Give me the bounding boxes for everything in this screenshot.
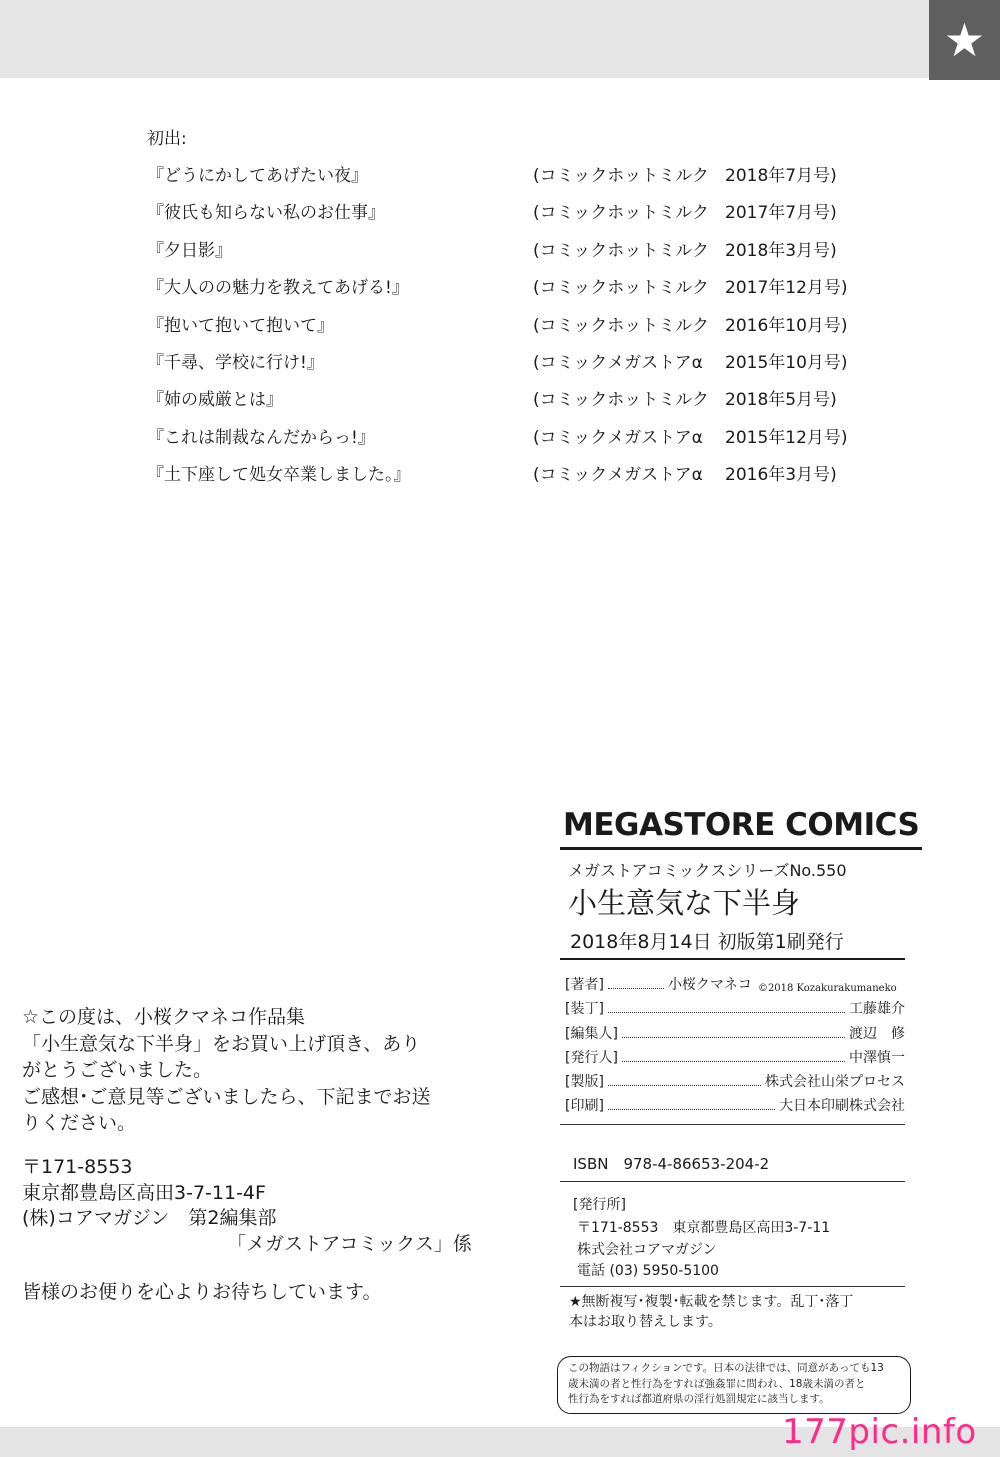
credit-label: [編集人]: [565, 1025, 618, 1042]
story-title: 『夕日影』: [147, 240, 232, 261]
magazine-name: (コミックホットミルク: [533, 278, 709, 299]
brand-logo: MEGASTORE COMICS: [563, 807, 920, 843]
magazine-name: (コミックメガストアα: [533, 465, 703, 486]
company-department: (株)コアマガジン 第2編集部: [22, 1207, 277, 1229]
notice-line: りください。: [22, 1112, 137, 1135]
list-item: [147, 423, 887, 460]
list-item: [147, 236, 887, 273]
story-title: 『抱いて抱いて抱いて』: [147, 315, 334, 336]
magazine-issue: 2015年12月号): [725, 427, 848, 448]
credit-name: 小桜クマネコ: [667, 977, 752, 994]
story-title: 『大人のの魅力を教えてあげる!』: [147, 278, 409, 299]
list-item: [147, 198, 887, 235]
first-appearance-label: 初出:: [147, 129, 187, 149]
divider: [560, 1181, 905, 1182]
leader-dots: [622, 1061, 845, 1062]
story-title: 『千尋、学校に行け!』: [147, 352, 324, 373]
story-title: 『これは制裁なんだからっ!』: [147, 427, 375, 448]
story-title: 『どうにかしてあげたい夜』: [147, 166, 368, 186]
magazine-issue: 2017年7月号): [725, 203, 837, 224]
credit-label: [著者]: [565, 977, 604, 994]
credit-row: [565, 1091, 905, 1115]
leader-dots: [608, 988, 664, 989]
release-date: 2018年8月14日 初版第1刷発行: [570, 931, 844, 953]
publisher-phone: 電話 (03) 5950-5100: [577, 1263, 719, 1279]
leader-dots: [608, 1085, 761, 1086]
publisher-label: [発行所]: [573, 1197, 626, 1213]
notice-line: がとうございました。: [22, 1059, 213, 1082]
credit-row: [565, 1018, 905, 1042]
copy-warning: [569, 1292, 909, 1332]
list-item: [147, 273, 887, 310]
leader-dots: [622, 1037, 845, 1038]
credit-row: [565, 970, 905, 994]
notice-line: ☆この度は、小桜クマネコ作品集: [22, 1006, 306, 1028]
publisher-address: 〒171-8553 東京都豊島区高田3-7-11: [577, 1220, 831, 1236]
list-item: [147, 385, 887, 422]
corner-star-tab: [929, 0, 1000, 80]
credits-list: [565, 970, 905, 1115]
isbn-number: ISBN 978-4-86653-204-2: [573, 1155, 770, 1173]
magazine-name: (コミックホットミルク: [533, 315, 709, 336]
leader-dots: [608, 1012, 845, 1013]
copyright-note: ©2018 Kozakurakumaneko: [757, 983, 897, 995]
fiction-line: 性行為をすれば都道府県の淫行処罰規定に該当します。: [568, 1393, 830, 1405]
story-title: 『姉の威厳とは』: [147, 390, 283, 411]
magazine-name: (コミックメガストアα: [533, 352, 703, 373]
magazine-name: (コミックホットミルク: [533, 390, 709, 411]
star-icon: ★: [943, 13, 986, 67]
divider: [560, 958, 905, 960]
attention-line: 「メガストアコミックス」係: [227, 1232, 472, 1255]
publisher-info: [577, 1218, 830, 1283]
postal-code: 〒171-8553: [22, 1156, 133, 1178]
mail-address: [22, 1155, 492, 1257]
page-edge-top: [0, 0, 1000, 78]
magazine-issue: 2018年3月号): [725, 240, 837, 261]
story-title: 『彼氏も知らない私のお仕事』: [147, 203, 385, 224]
divider: [560, 847, 922, 850]
first-appearance-list: [147, 161, 887, 498]
reader-notice: [22, 1004, 492, 1137]
list-item: [147, 460, 887, 497]
book-title: 小生意気な下半身: [568, 886, 801, 920]
credit-name: 工藤雄介: [849, 1001, 905, 1018]
story-title: 『土下座して処女卒業しました。』: [147, 465, 411, 486]
list-item: [147, 161, 887, 198]
credit-name: 中澤慎一: [849, 1049, 905, 1066]
magazine-name: (コミックホットミルク: [533, 240, 709, 261]
credit-name: 株式会社山栄プロセス: [765, 1073, 905, 1090]
divider: [560, 1124, 905, 1125]
leader-dots: [608, 1109, 775, 1110]
credit-label: [発行人]: [565, 1049, 618, 1066]
credit-name: 渡辺 修: [849, 1025, 905, 1042]
divider: [560, 1286, 905, 1287]
warning-line: 本はお取り替えします。: [569, 1314, 722, 1330]
watermark-link[interactable]: 177pic.info: [782, 1412, 977, 1452]
magazine-name: (コミックホットミルク: [533, 203, 709, 224]
credit-label: [装丁]: [565, 1001, 604, 1018]
credit-name: 大日本印刷株式会社: [779, 1098, 905, 1115]
notice-line: 「小生意気な下半身」をお買い上げ頂き、あり: [22, 1032, 421, 1055]
magazine-name: (コミックメガストアα: [533, 427, 703, 448]
magazine-issue: 2015年10月号): [725, 352, 848, 373]
credit-row: [565, 994, 905, 1018]
magazine-issue: 2018年7月号): [725, 166, 837, 186]
fiction-line: この物語はフィクションです。日本の法律では、同意があっても13: [568, 1362, 884, 1374]
credit-label: [製版]: [565, 1073, 604, 1090]
magazine-issue: 2018年5月号): [725, 390, 837, 411]
list-item: [147, 348, 887, 385]
list-item: [147, 311, 887, 348]
magazine-issue: 2016年3月号): [725, 465, 837, 486]
series-number: メガストアコミックスシリーズNo.550: [568, 861, 847, 880]
publisher-company: 株式会社コアマガジン: [577, 1241, 717, 1258]
fiction-notice: [557, 1356, 911, 1414]
fiction-line: 歳未満の者と性行為をすれば強姦罪に問われ、18歳未満の者と: [568, 1377, 866, 1390]
credit-label: [印刷]: [565, 1098, 604, 1115]
street-address: 東京都豊島区高田3-7-11-4F: [22, 1181, 266, 1204]
credit-row: [565, 1043, 905, 1067]
notice-line: ご感想･ご意見等ございましたら、下記までお送: [22, 1085, 431, 1108]
warning-line: ★無断複写･複製･転載を禁じます。乱丁･落丁: [569, 1294, 854, 1310]
magazine-issue: 2017年12月号): [725, 278, 848, 299]
credit-row: [565, 1067, 905, 1091]
closing-message: 皆様のお便りを心よりお待ちしています。: [22, 1281, 382, 1303]
magazine-issue: 2016年10月号): [725, 315, 848, 336]
magazine-name: (コミックホットミルク: [533, 166, 709, 186]
